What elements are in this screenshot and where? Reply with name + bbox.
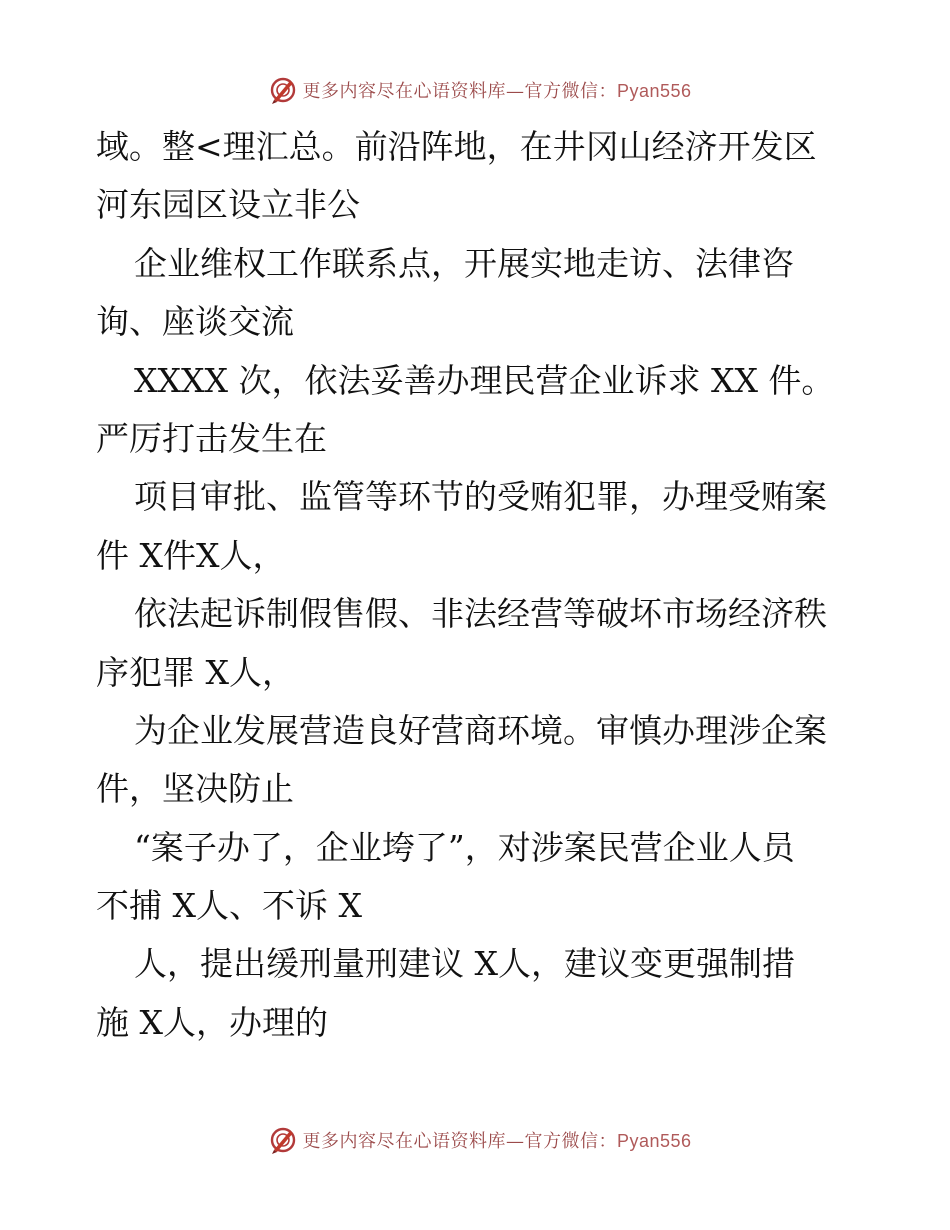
watermark-header: [0, 72, 950, 108]
text-line: 序犯罪 X人，: [96, 652, 295, 692]
watermark-text: 更多内容尽在心语资料库—官方微信：Pyan556: [302, 81, 692, 102]
wechat-id: Pyan556: [616, 81, 692, 101]
watermark-footer: [0, 1122, 950, 1158]
text-line: “案子办了，企业垮了”，对涉案民营企业人员: [134, 827, 795, 867]
text-line: 询、座谈交流: [96, 302, 294, 342]
pen-logo-icon: [268, 1125, 298, 1155]
text-line: 施 X人，办理的: [96, 1002, 328, 1042]
text-line: 为企业发展营造良好营商环境。审慎办理涉企案: [134, 710, 827, 750]
text-line: 依法起诉制假售假、非法经营等破坏市场经济秩: [134, 594, 827, 634]
text-line: 严厉打击发生在: [96, 418, 327, 458]
watermark-text: 更多内容尽在心语资料库—官方微信：Pyan556: [302, 1131, 692, 1152]
text-line: 项目审批、监管等环节的受贿犯罪，办理受贿案: [134, 477, 827, 517]
text-line: 不捕 X人、不诉 X: [96, 886, 362, 926]
text-line: 企业维权工作联系点，开展实地走访、法律咨: [134, 243, 794, 283]
text-line: 河东园区设立非公: [96, 185, 360, 225]
document-body: [96, 118, 866, 1052]
text-line: 件 X件X人，: [96, 535, 286, 575]
pen-logo-icon: [268, 75, 298, 105]
text-line: 域。整<理汇总。前沿阵地，在井冈山经济开发区: [96, 127, 817, 166]
text-line: 人，提出缓刑量刑建议 X人，建议变更强制措: [134, 944, 795, 984]
text-line: 件，坚决防止: [96, 769, 294, 809]
wechat-id: Pyan556: [616, 1131, 692, 1151]
text-line: XXXX 次，依法妥善办理民营企业诉求 XX 件。: [134, 360, 835, 400]
